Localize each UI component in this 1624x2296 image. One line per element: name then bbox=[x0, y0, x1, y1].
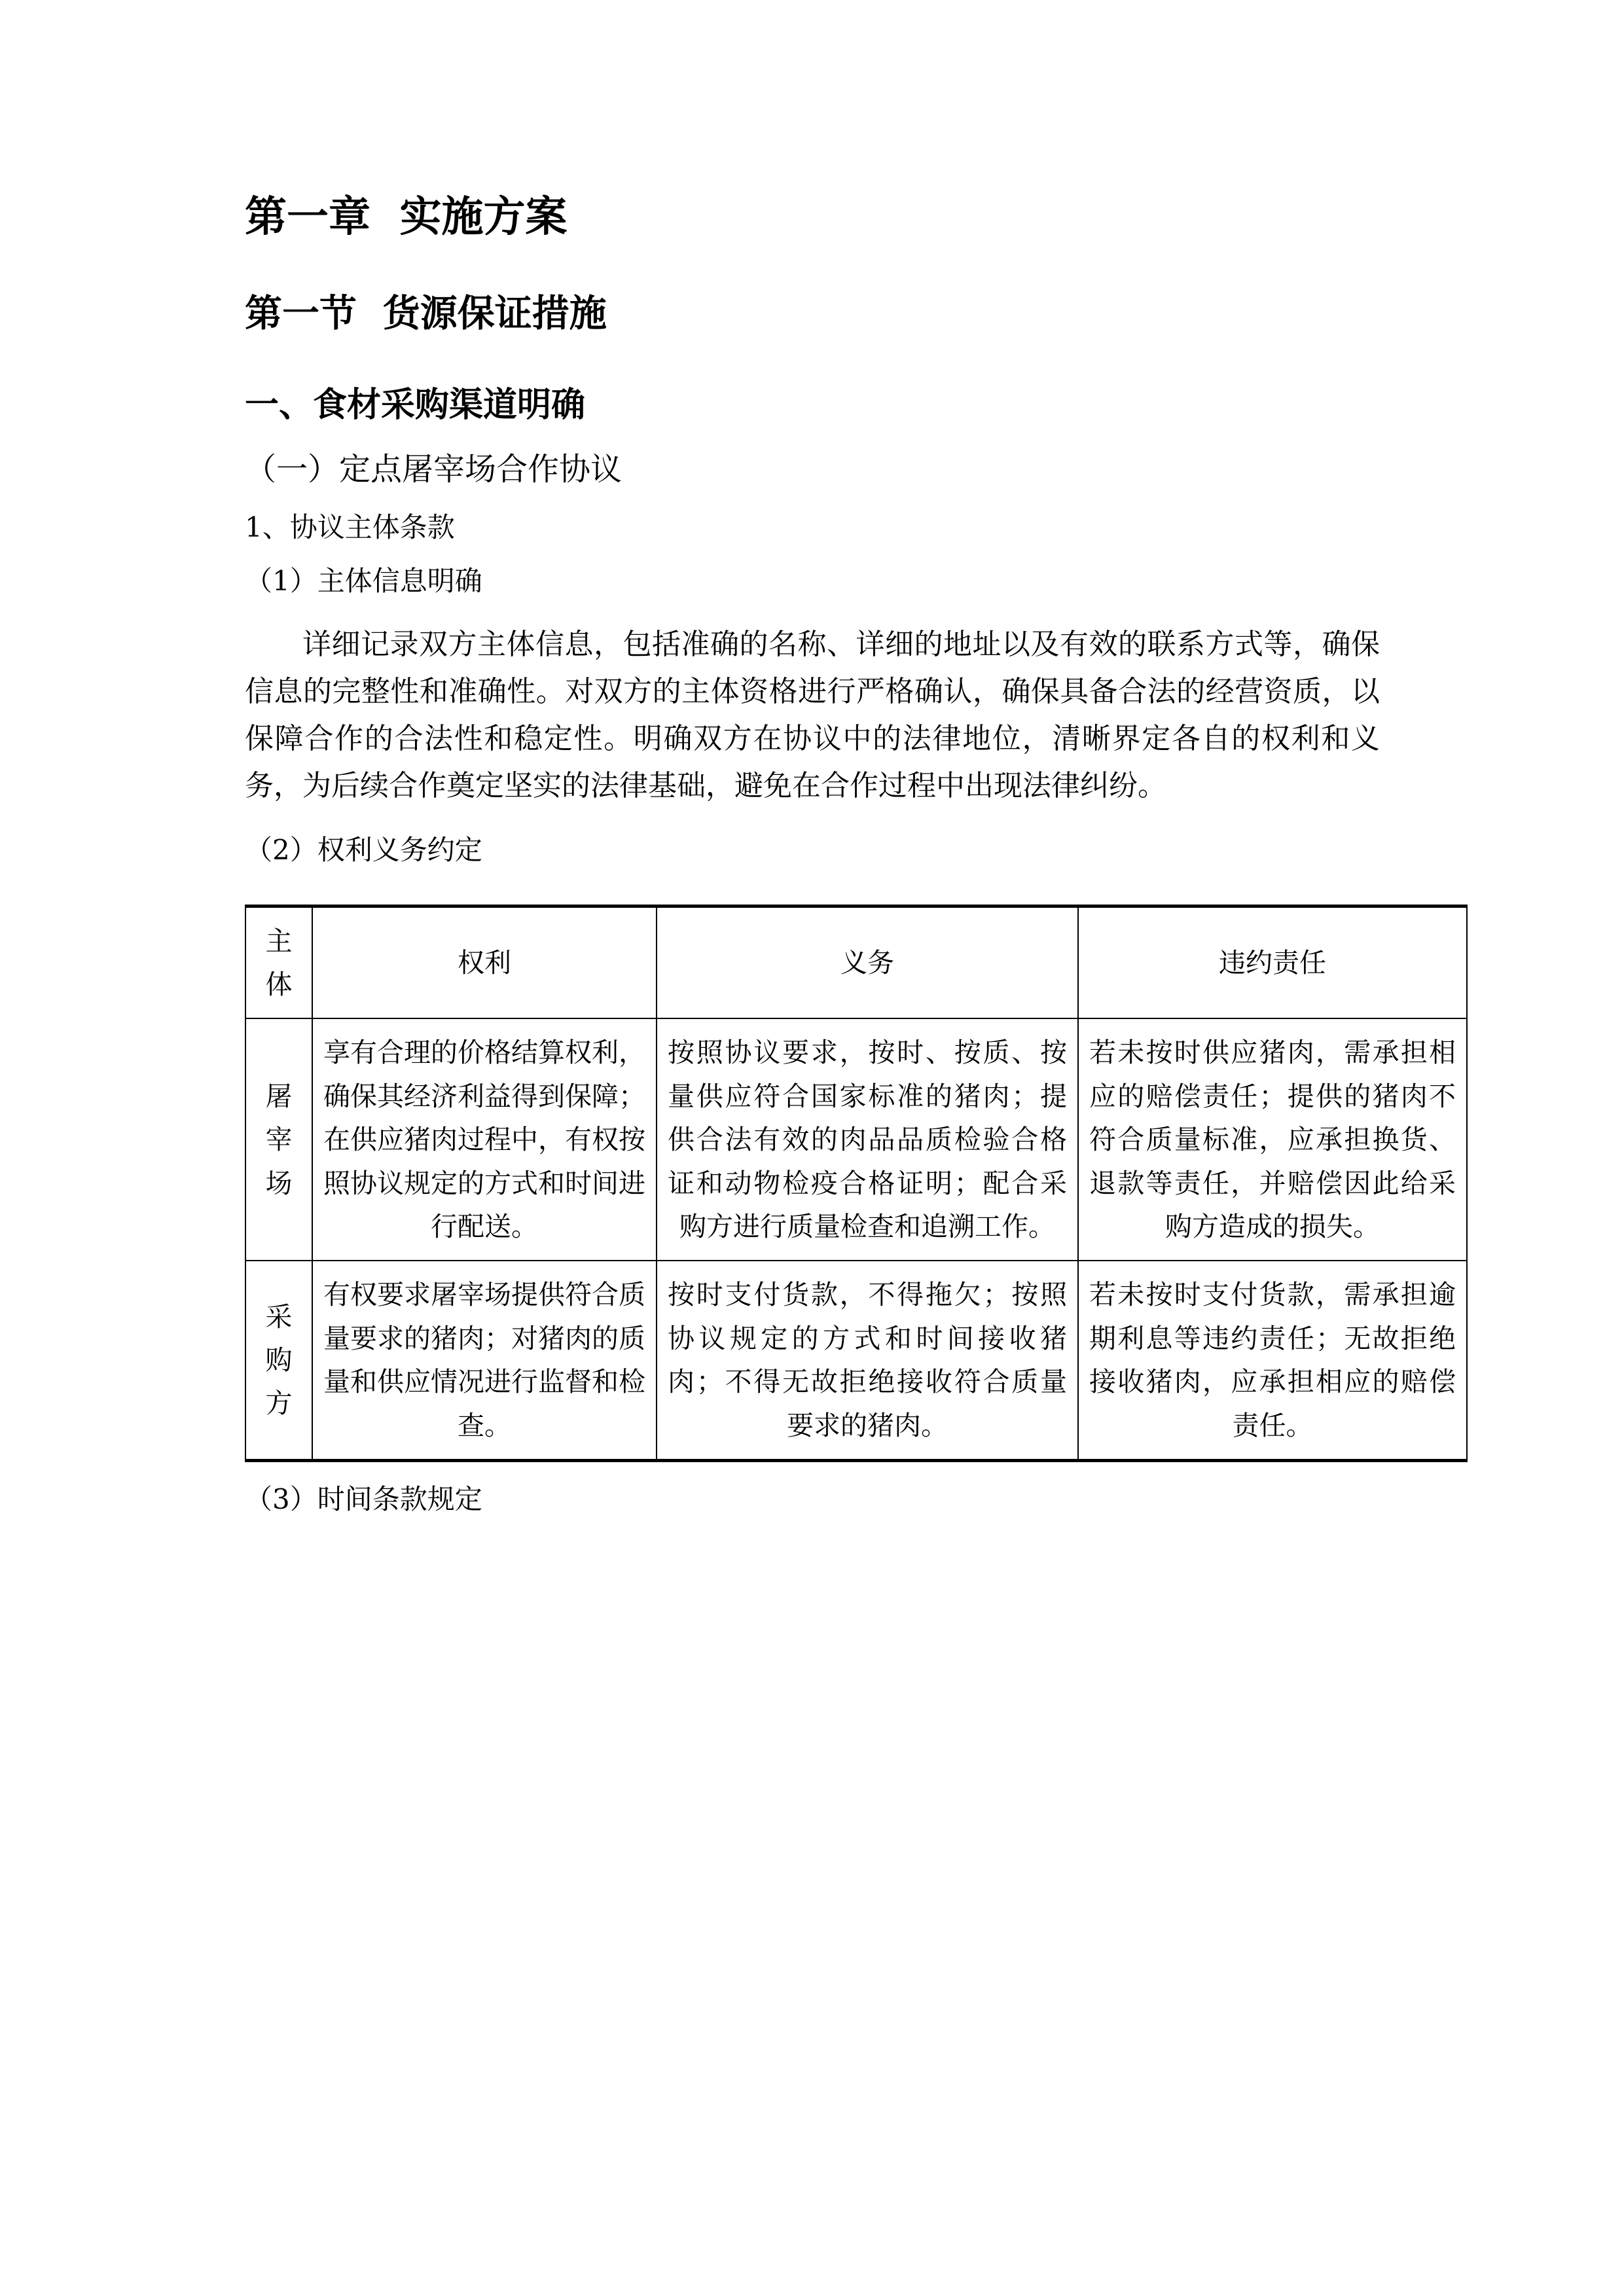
chapter-heading: 第一章 实施方案 bbox=[245, 192, 568, 242]
row-duties bbox=[657, 1261, 1078, 1460]
table-header-subject: 主体 bbox=[245, 906, 312, 1018]
clause-2-title: （2）权利义务约定 bbox=[245, 833, 482, 866]
row-rights bbox=[312, 1261, 657, 1460]
table-top-spacer bbox=[245, 890, 1380, 905]
item-heading: 一、食材采购渠道明确 bbox=[245, 385, 586, 425]
row-duties-text: 按时支付货款，不得拖欠；按照协议规定的方式和时间接收猪肉；不得无故拒绝接收符合质量要求的猪肉。 bbox=[668, 1279, 1067, 1441]
row-breach bbox=[1078, 1261, 1467, 1460]
row-breach-text: 若未按时供应猪肉，需承担相应的赔偿责任；提供的猪肉不符合质量标准，应承担换货、退款等责任，并赔偿因此给采购方造成的损失。 bbox=[1089, 1037, 1456, 1243]
row-subject: 采购方 bbox=[245, 1261, 312, 1460]
clause-1-body: 详细记录双方主体信息，包括准确的名称、详细的地址以及有效的联系方式等，确保信息的完整性和准确性。对双方的主体资格进行严格确认，确保具备合法的经营资质，以保障合作的合法性和稳定性。明确双方在协议中的法律地位，清晰界定各自的权利和义务，为后续合作奠定坚实的法律基础，避免在合作过程中出现法律纠纷。 bbox=[245, 628, 1380, 803]
row-breach bbox=[1078, 1018, 1467, 1261]
table-header-rights: 权利 bbox=[312, 906, 657, 1018]
section-heading: 第一节 货源保证措施 bbox=[245, 291, 607, 335]
row-subject: 屠宰场 bbox=[245, 1018, 312, 1261]
document-content bbox=[245, 192, 1456, 1516]
table-header-breach: 违约责任 bbox=[1078, 906, 1467, 1018]
rights-duties-table bbox=[245, 905, 1468, 1462]
row-breach-text: 若未按时支付货款，需承担逾期利息等违约责任；无故拒绝接收猪肉，应承担相应的赔偿责任。 bbox=[1089, 1279, 1456, 1441]
clause-3-title: （3）时间条款规定 bbox=[245, 1483, 482, 1516]
table-row bbox=[245, 1018, 1467, 1261]
row-rights-text: 有权要求屠宰场提供符合质量要求的猪肉；对猪肉的质量和供应情况进行监督和检查。 bbox=[323, 1279, 645, 1441]
sub-heading: （一）定点屠宰场合作协议 bbox=[245, 451, 623, 488]
numbered-heading: 1、协议主体条款 bbox=[245, 511, 455, 543]
table-bottom-spacer bbox=[245, 1462, 1380, 1486]
row-duties bbox=[657, 1018, 1078, 1261]
row-rights-text: 享有合理的价格结算权利，确保其经济利益得到保障；在供应猪肉过程中，有权按照协议规定的方式和时间进行配送。 bbox=[323, 1037, 645, 1243]
table-row bbox=[245, 1261, 1467, 1460]
row-duties-text: 按照协议要求，按时、按质、按量供应符合国家标准的猪肉；提供合法有效的肉品品质检验合格证和动物检疫合格证明；配合采购方进行质量检查和追溯工作。 bbox=[668, 1037, 1067, 1243]
table-header-duties: 义务 bbox=[657, 906, 1078, 1018]
clause-1-title: （1）主体信息明确 bbox=[245, 565, 482, 597]
row-rights bbox=[312, 1018, 657, 1261]
table-header-row bbox=[245, 906, 1467, 1018]
